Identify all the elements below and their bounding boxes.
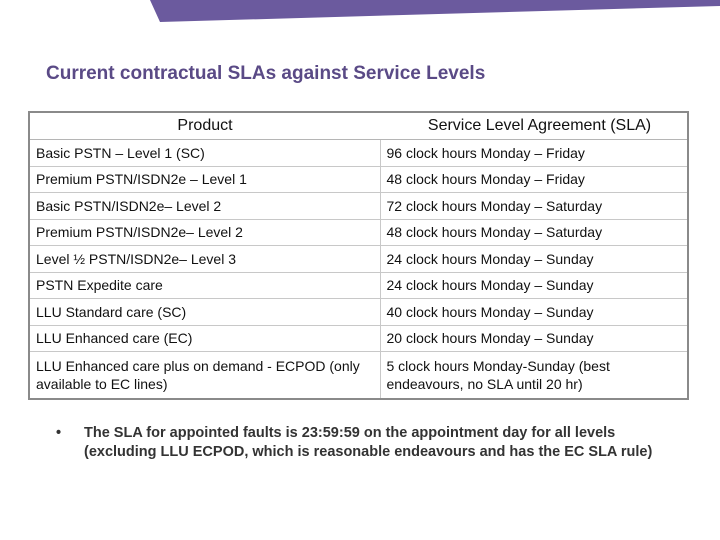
product-cell: Premium PSTN/ISDN2e – Level 1 bbox=[29, 166, 380, 193]
sla-cell: 5 clock hours Monday-Sunday (best endeavours, no SLA until 20 hr) bbox=[380, 352, 688, 400]
table-row bbox=[29, 299, 688, 326]
header-product: Product bbox=[29, 112, 380, 140]
product-cell: LLU Standard care (SC) bbox=[29, 299, 380, 326]
slide-title: Current contractual SLAs against Service Levels bbox=[46, 63, 486, 84]
note-text: The SLA for appointed faults is 23:59:59 on the appointment day for all levels (excluding LLU ECPOD, which is reasonable endeavours and has the EC SLA rule) bbox=[84, 425, 653, 460]
table-row bbox=[29, 246, 688, 273]
table-row bbox=[29, 140, 688, 167]
table-row bbox=[29, 166, 688, 193]
table-row bbox=[29, 352, 688, 400]
sla-cell: 24 clock hours Monday – Sunday bbox=[380, 246, 688, 273]
top-banner bbox=[0, 0, 720, 40]
product-cell: Level ½ PSTN/ISDN2e– Level 3 bbox=[29, 246, 380, 273]
table-header-row bbox=[29, 112, 688, 140]
sla-table bbox=[28, 111, 689, 400]
product-cell: Basic PSTN – Level 1 (SC) bbox=[29, 140, 380, 167]
sla-cell: 48 clock hours Monday – Saturday bbox=[380, 219, 688, 246]
bullet-note bbox=[56, 424, 666, 462]
sla-cell: 40 clock hours Monday – Sunday bbox=[380, 299, 688, 326]
header-sla: Service Level Agreement (SLA) bbox=[380, 112, 688, 140]
product-cell: Basic PSTN/ISDN2e– Level 2 bbox=[29, 193, 380, 220]
table-row bbox=[29, 193, 688, 220]
table-row bbox=[29, 272, 688, 299]
sla-cell: 24 clock hours Monday – Sunday bbox=[380, 272, 688, 299]
sla-cell: 48 clock hours Monday – Friday bbox=[380, 166, 688, 193]
table-row bbox=[29, 219, 688, 246]
bullet-icon: • bbox=[56, 425, 62, 441]
product-cell: LLU Enhanced care (EC) bbox=[29, 325, 380, 352]
sla-cell: 20 clock hours Monday – Sunday bbox=[380, 325, 688, 352]
product-cell: PSTN Expedite care bbox=[29, 272, 380, 299]
sla-cell: 72 clock hours Monday – Saturday bbox=[380, 193, 688, 220]
product-cell: Premium PSTN/ISDN2e– Level 2 bbox=[29, 219, 380, 246]
table-row bbox=[29, 325, 688, 352]
sla-cell: 96 clock hours Monday – Friday bbox=[380, 140, 688, 167]
product-cell: LLU Enhanced care plus on demand - ECPOD (only available to EC lines) bbox=[29, 352, 380, 400]
